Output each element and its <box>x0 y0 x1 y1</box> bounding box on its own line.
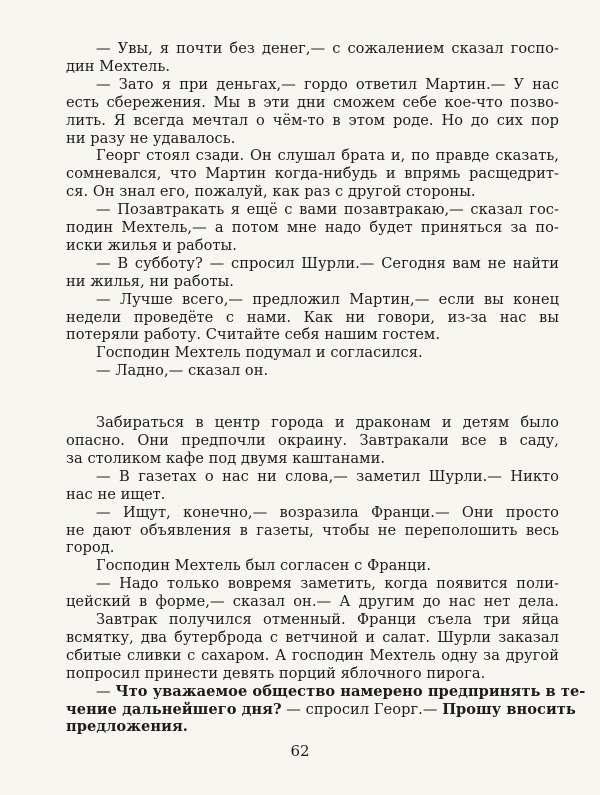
text-line: — В субботу? — спросил Шурли.— Сегодня вам не найти <box>96 254 559 272</box>
text-line: — В газетах о нас ни слова,— заметил Шурли.— Никто <box>96 467 559 485</box>
text-segment: — спросил Георг.— <box>281 700 443 718</box>
text-line: не дают объявления в газеты, чтобы не переполошить весь <box>66 521 559 539</box>
text-line <box>66 718 559 736</box>
text-line: ни жилья, ни работы. <box>66 272 234 290</box>
text-line: Господин Мехтель подумал и согласился. <box>96 344 423 362</box>
text-line: опасно. Они предпочли окраину. Завтракали все в саду, <box>66 432 559 449</box>
text-line: есть сбережения. Мы в эти дни сможем себе кое-что позво- <box>66 93 559 111</box>
text-line <box>96 682 586 701</box>
text-line: нас не ищет. <box>66 485 166 503</box>
text-line: иски жилья и работы. <box>66 236 237 254</box>
text-line: — Ищут, конечно,— возразила Франци.— Они просто <box>96 503 559 521</box>
text-line: — Ладно,— сказал он. <box>96 362 269 380</box>
text-line: недели проведёте с нами. Как ни говори, из-за нас вы <box>66 308 559 326</box>
text-line: Георг стоял сзади. Он слушал брата и, по правде сказать, <box>96 147 559 165</box>
text-line: подин Мехтель,— а потом мне надо будет приняться за по- <box>66 219 559 236</box>
text-line: Забираться в центр города и драконам и детям было <box>96 414 559 432</box>
text-segment: — <box>96 682 116 700</box>
bold-text-segment: чение дальнейшего дня? <box>66 700 282 718</box>
text-line: ни разу не удавалось. <box>66 129 236 147</box>
text-line: потеряли работу. Считайте себя нашим гостем. <box>66 326 441 344</box>
text-line: Господин Мехтель был согласен с Франци. <box>96 557 432 575</box>
text-line: город. <box>66 539 115 557</box>
text-line: дин Мехтель. <box>66 57 171 75</box>
text-line: за столиком кафе под двумя каштанами. <box>66 449 386 467</box>
text-line: — Увы, я почти без денег,— с сожалением сказал госпо- <box>96 40 559 57</box>
text-line: цейский в форме,— сказал он.— А другим до нас нет дела. <box>66 593 559 611</box>
text-line: ся. Он знал его, пожалуй, как раз с другой стороны. <box>66 183 476 201</box>
text-line <box>66 700 576 719</box>
text-line: Завтрак получился отменный. Франци съела три яйца <box>96 611 559 628</box>
text-line: — Надо только вовремя заметить, когда появится поли- <box>96 575 559 593</box>
text-line: — Зато я при деньгах,— гордо ответил Мартин.— У нас <box>96 75 559 93</box>
text-line: лить. Я всегда мечтал о чём-то в этом роде. Но до сих пор <box>66 111 559 129</box>
text-line: сбитые сливки с сахаром. А господин Мехтель одну за другой <box>66 646 559 664</box>
page-number: 62 <box>290 742 310 760</box>
bold-text-segment: предложения. <box>66 718 188 736</box>
text-line: — Позавтракать я ещё с вами позавтракаю,— сказал гос- <box>96 201 559 219</box>
text-line: сомневался, что Мартин когда-нибудь и впрямь расщедрит- <box>66 165 559 183</box>
text-line: — Лучше всего,— предложил Мартин,— если вы конец <box>96 290 559 308</box>
text-line: всмятку, два бутерброда с ветчиной и салат. Шурли заказал <box>66 628 559 646</box>
text-line: попросил принести девять порций яблочного пирога. <box>66 664 486 682</box>
bold-text-segment: Прошу вносить <box>442 700 576 718</box>
bold-text-segment: Что уважаемое общество намерено предпринять в те- <box>115 682 586 700</box>
